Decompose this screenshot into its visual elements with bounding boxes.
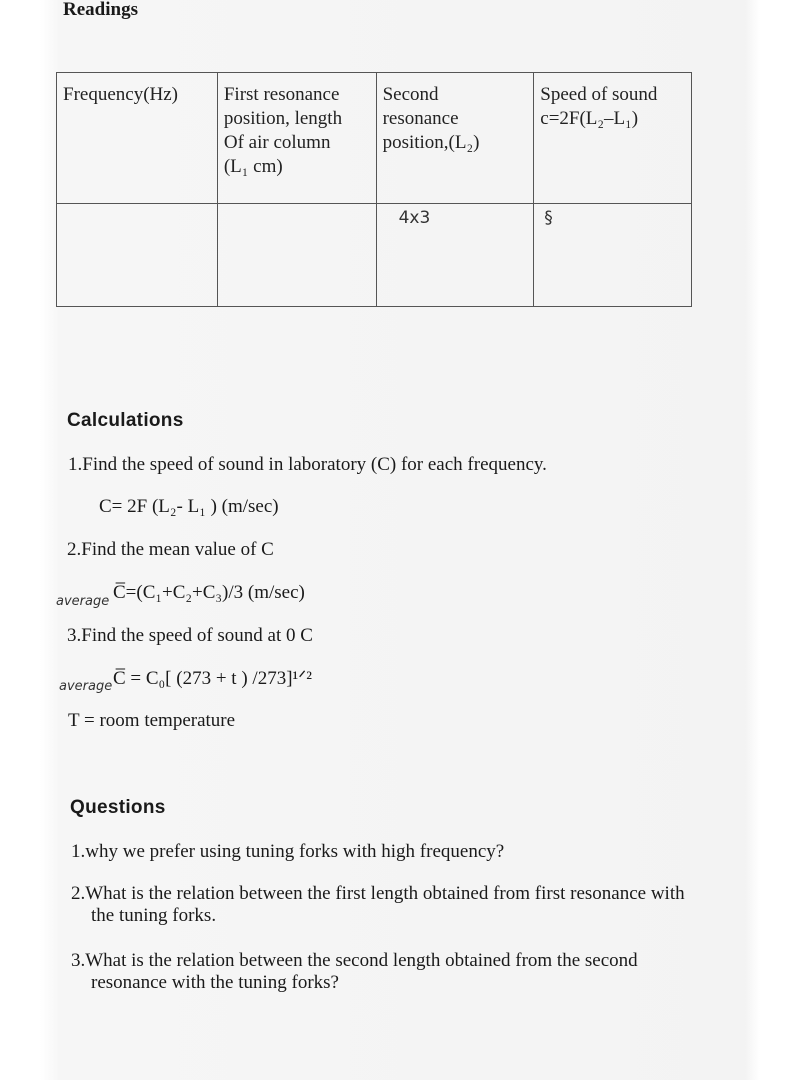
calc-formula-3: C̅ = C₀[ (273 + t ) /273]¹ᐟ² <box>113 668 312 689</box>
calculations-heading: Calculations <box>67 410 184 431</box>
room-temperature-note: T = room temperature <box>68 710 236 731</box>
cell-frequency <box>57 204 218 307</box>
header-second-resonance: Second resonance position,(L₂) <box>376 73 534 204</box>
readings-heading: Readings <box>63 0 138 20</box>
calc-item-3: 3.Find the speed of sound at 0 C <box>67 625 313 646</box>
calc-formula-1: C= 2F (L₂- L₁ ) (m/sec) <box>99 496 279 517</box>
calc-formula-2: C̅=(C₁+C₂+C₃)/3 (m/sec) <box>113 582 305 603</box>
question-2: 2.What is the relation between the first length obtained from first resonance with the tuning forks. <box>71 883 685 926</box>
calc-item-1: 1.Find the speed of sound in laboratory (C) for each frequency. <box>68 454 547 475</box>
handwritten-note: 4x3 <box>398 208 431 228</box>
cell-second-resonance <box>376 204 534 307</box>
question-1: 1.why we prefer using tuning forks with high frequency? <box>71 841 505 862</box>
table-row <box>57 204 692 307</box>
header-frequency: Frequency(Hz) <box>57 73 218 204</box>
question-3: 3.What is the relation between the second length obtained from the second resonance with the tuning forks? <box>71 950 638 993</box>
cell-speed-of-sound <box>534 204 692 307</box>
handwritten-average-note-2: average <box>59 679 113 694</box>
calc-item-2: 2.Find the mean value of C <box>67 539 274 560</box>
cell-first-resonance <box>217 204 376 307</box>
header-speed-of-sound: Speed of sound c=2F(L₂–L₁) <box>534 73 692 204</box>
handwritten-mark: § <box>544 208 553 228</box>
readings-table <box>56 72 692 307</box>
header-first-resonance: First resonance position, length Of air column (L₁ cm) <box>217 73 376 204</box>
table-header-row <box>57 73 692 204</box>
handwritten-average-note: average <box>56 594 110 609</box>
questions-heading: Questions <box>70 797 166 818</box>
